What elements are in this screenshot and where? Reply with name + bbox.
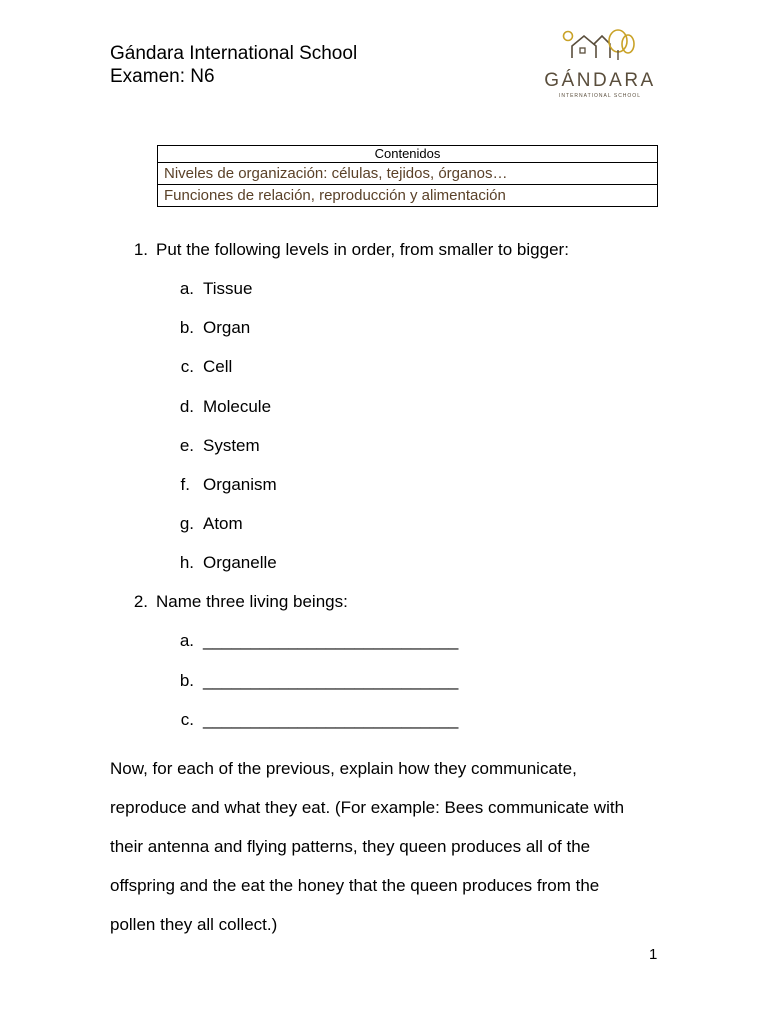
question-number: 1.	[133, 240, 148, 259]
paragraph-line: reproduce and what they eat. (For example: Bees communicate with	[110, 798, 625, 817]
option-letter: d.	[179, 397, 194, 416]
instructions-paragraph	[110, 749, 670, 944]
option-text: Organ	[203, 318, 251, 337]
option-text: Tissue	[203, 279, 253, 298]
school-name: Gándara International School	[110, 43, 358, 64]
option-letter: b.	[179, 318, 194, 337]
contents-header: Contenidos	[158, 146, 658, 163]
option-text: Cell	[203, 357, 233, 376]
exam-title: Examen: N6	[110, 66, 215, 87]
contents-row: Niveles de organización: células, tejidos, órganos…	[158, 163, 658, 185]
question-text: Put the following levels in order, from smaller to bigger:	[156, 240, 569, 259]
paragraph-line: offspring and the eat the honey that the queen produces from the	[110, 876, 600, 895]
option-letter: a.	[179, 279, 194, 298]
contents-table	[157, 145, 658, 207]
logo-wordmark: GÁNDARA	[544, 70, 656, 91]
school-logo	[538, 28, 662, 104]
blank-line: ___________________________	[203, 631, 459, 650]
blank-letter: a.	[179, 631, 194, 650]
option-letter: h.	[179, 553, 194, 572]
option-text: System	[203, 436, 260, 455]
contents-row: Funciones de relación, reproducción y alimentación	[158, 185, 658, 207]
option-letter: e.	[179, 436, 194, 455]
option-letter: g.	[179, 514, 194, 533]
option-text: Organelle	[203, 553, 277, 572]
blank-line: ___________________________	[203, 710, 459, 729]
document-header	[110, 42, 357, 88]
paragraph-line: their antenna and flying patterns, they queen produces all of the	[110, 837, 591, 856]
option-text: Molecule	[203, 397, 272, 416]
logo-subtitle: INTERNATIONAL SCHOOL	[559, 93, 641, 99]
page-number: 1	[649, 946, 658, 963]
question-number: 2.	[133, 592, 148, 611]
option-text: Organism	[203, 475, 277, 494]
blank-letter: b.	[179, 671, 194, 690]
paragraph-line: Now, for each of the previous, explain how they communicate,	[110, 759, 577, 778]
question-text: Name three living beings:	[156, 592, 348, 611]
blank-letter: c.	[180, 710, 194, 729]
blank-line: ___________________________	[203, 671, 459, 690]
paragraph-line: pollen they all collect.)	[110, 915, 278, 934]
option-letter: c.	[180, 357, 194, 376]
option-text: Atom	[203, 514, 243, 533]
option-letter: f.	[180, 475, 190, 494]
house-tree-logo-icon	[538, 28, 662, 72]
